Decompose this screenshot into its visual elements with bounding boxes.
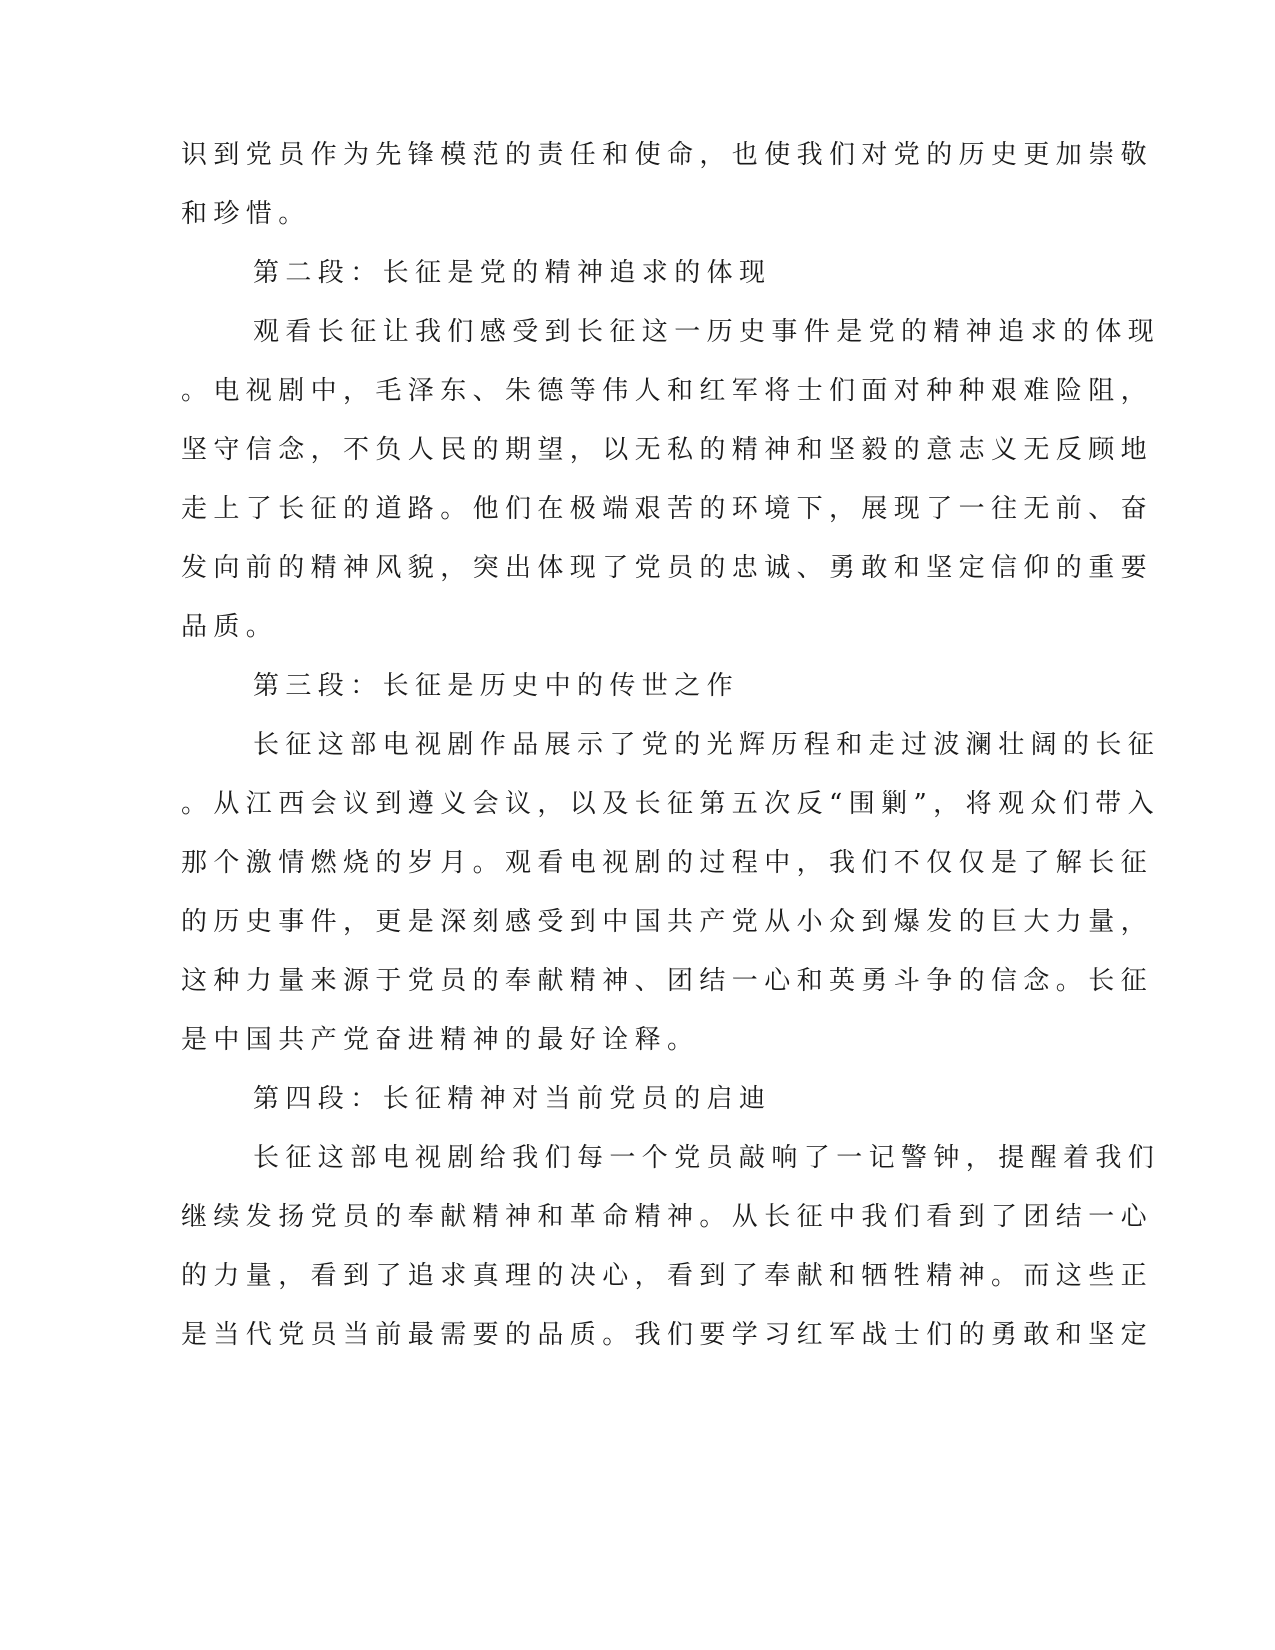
body-line: 长征这部电视剧作品展示了党的光辉历程和走过波澜壮阔的长征	[253, 730, 1161, 760]
section-heading-3: 第三段：长征是历史中的传世之作	[253, 671, 740, 701]
body-line: 。电视剧中，毛泽东、朱德等伟人和红军将士们面对种种艰难险阻，	[181, 376, 1154, 406]
body-line: 长征这部电视剧给我们每一个党员敲响了一记警钟，提醒着我们	[253, 1143, 1161, 1173]
body-line: 坚守信念，不负人民的期望，以无私的精神和坚毅的意志义无反顾地	[181, 435, 1154, 465]
body-line: 那个激情燃烧的岁月。观看电视剧的过程中，我们不仅仅是了解长征	[181, 848, 1154, 878]
section-heading-2: 第二段：长征是党的精神追求的体现	[253, 258, 772, 288]
body-line: 是中国共产党奋进精神的最好诠释。	[181, 1025, 700, 1055]
body-line: 识到党员作为先锋模范的责任和使命，也使我们对党的历史更加崇敬	[181, 140, 1154, 170]
body-line: 观看长征让我们感受到长征这一历史事件是党的精神追求的体现	[253, 317, 1161, 347]
body-line: 这种力量来源于党员的奉献精神、团结一心和英勇斗争的信念。长征	[181, 966, 1154, 996]
body-line: 的力量，看到了追求真理的决心，看到了奉献和牺牲精神。而这些正	[181, 1261, 1154, 1291]
body-line: 。从江西会议到遵义会议，以及长征第五次反“围剿”，将观众们带入	[181, 789, 1160, 819]
body-line: 发向前的精神风貌，突出体现了党员的忠诚、勇敢和坚定信仰的重要	[181, 553, 1154, 583]
body-line: 继续发扬党员的奉献精神和革命精神。从长征中我们看到了团结一心	[181, 1202, 1154, 1232]
body-line: 品质。	[181, 612, 279, 642]
body-line: 是当代党员当前最需要的品质。我们要学习红军战士们的勇敢和坚定	[181, 1320, 1154, 1350]
section-heading-4: 第四段：长征精神对当前党员的启迪	[253, 1084, 772, 1114]
body-line: 走上了长征的道路。他们在极端艰苦的环境下，展现了一往无前、奋	[181, 494, 1154, 524]
body-line: 的历史事件，更是深刻感受到中国共产党从小众到爆发的巨大力量，	[181, 907, 1154, 937]
body-line: 和珍惜。	[181, 199, 311, 229]
